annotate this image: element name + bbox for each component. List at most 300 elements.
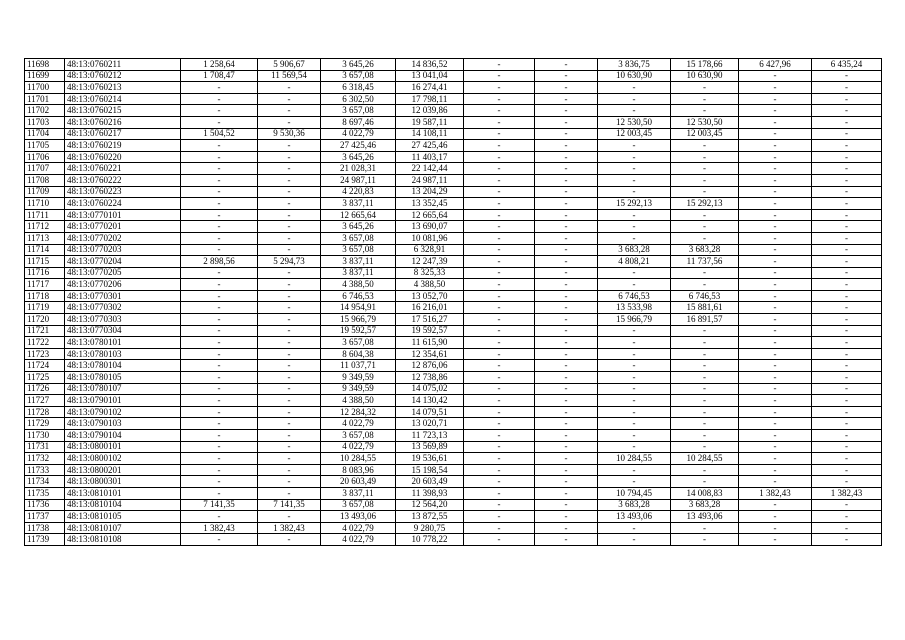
value-cell: - (181, 430, 258, 442)
value-cell: - (535, 406, 598, 418)
table-row (25, 198, 882, 210)
value-cell: - (535, 395, 598, 407)
value-cell: - (812, 209, 882, 221)
value-cell: - (464, 256, 535, 268)
value-cell: - (671, 163, 739, 175)
value-cell: 14 008,83 (671, 487, 739, 499)
table-row (25, 186, 882, 198)
table-row (25, 302, 882, 314)
value-cell: - (671, 140, 739, 152)
cadastral-number-cell: 48:13:0790103 (65, 418, 181, 430)
value-cell: - (812, 163, 882, 175)
value-cell: 24 987,11 (396, 174, 464, 186)
value-cell: - (464, 522, 535, 534)
value-cell: - (739, 128, 812, 140)
value-cell: 6 435,24 (812, 59, 882, 71)
value-cell: - (464, 232, 535, 244)
row-number-cell: 11723 (25, 348, 65, 360)
value-cell: 4 022,79 (321, 534, 396, 546)
value-cell: - (535, 221, 598, 233)
value-cell: - (598, 372, 671, 384)
value-cell: - (258, 348, 321, 360)
value-cell: - (739, 174, 812, 186)
cadastral-number-cell: 48:13:0800102 (65, 453, 181, 465)
value-cell: - (739, 82, 812, 94)
value-cell: 4 388,50 (321, 279, 396, 291)
value-cell: - (181, 93, 258, 105)
cadastral-number-cell: 48:13:0810104 (65, 499, 181, 511)
cadastral-number-cell: 48:13:0770203 (65, 244, 181, 256)
value-cell: 3 683,28 (671, 244, 739, 256)
value-cell: - (181, 82, 258, 94)
table-row (25, 209, 882, 221)
value-cell: - (464, 441, 535, 453)
value-cell: - (464, 221, 535, 233)
value-cell: 1 382,43 (181, 522, 258, 534)
value-cell: 11 398,93 (396, 487, 464, 499)
value-cell: 3 837,11 (321, 198, 396, 210)
value-cell: 24 987,11 (321, 174, 396, 186)
value-cell: 11 615,90 (396, 337, 464, 349)
table-row (25, 59, 882, 71)
cadastral-number-cell: 48:13:0760221 (65, 163, 181, 175)
value-cell: - (812, 174, 882, 186)
value-cell: 11 037,71 (321, 360, 396, 372)
value-cell: - (464, 314, 535, 326)
value-cell: 6 746,53 (598, 290, 671, 302)
value-cell: - (812, 186, 882, 198)
value-cell: - (258, 302, 321, 314)
value-cell: 5 294,73 (258, 256, 321, 268)
value-cell: - (535, 372, 598, 384)
value-cell: - (812, 279, 882, 291)
value-cell: 10 630,90 (671, 70, 739, 82)
value-cell: 3 657,08 (321, 70, 396, 82)
cadastral-number-cell: 48:13:0760224 (65, 198, 181, 210)
row-number-cell: 11713 (25, 232, 65, 244)
value-cell: - (535, 464, 598, 476)
value-cell: 11 403,17 (396, 151, 464, 163)
value-cell: - (671, 151, 739, 163)
value-cell: - (739, 209, 812, 221)
row-number-cell: 11700 (25, 82, 65, 94)
cadastral-number-cell: 48:13:0800301 (65, 476, 181, 488)
cadastral-number-cell: 48:13:0770201 (65, 221, 181, 233)
value-cell: - (464, 302, 535, 314)
value-cell: 3 683,28 (598, 244, 671, 256)
value-cell: - (739, 441, 812, 453)
value-cell: 15 881,61 (671, 302, 739, 314)
cadastral-number-cell: 48:13:0760222 (65, 174, 181, 186)
value-cell: - (739, 70, 812, 82)
row-number-cell: 11702 (25, 105, 65, 117)
value-cell: - (812, 128, 882, 140)
value-cell: - (258, 151, 321, 163)
row-number-cell: 11706 (25, 151, 65, 163)
table-row (25, 290, 882, 302)
cadastral-number-cell: 48:13:0780101 (65, 337, 181, 349)
value-cell: - (812, 499, 882, 511)
value-cell: - (739, 232, 812, 244)
value-cell: 3 837,11 (321, 267, 396, 279)
value-cell: - (671, 430, 739, 442)
value-cell: 1 382,43 (739, 487, 812, 499)
value-cell: - (258, 163, 321, 175)
cadastral-number-cell: 48:13:0790101 (65, 395, 181, 407)
value-cell: - (535, 116, 598, 128)
value-cell: - (181, 232, 258, 244)
value-cell: - (464, 395, 535, 407)
value-cell: - (812, 70, 882, 82)
row-number-cell: 11719 (25, 302, 65, 314)
value-cell: - (258, 534, 321, 546)
value-cell: - (812, 406, 882, 418)
table-row (25, 151, 882, 163)
cadastral-number-cell: 48:13:0790104 (65, 430, 181, 442)
cadastral-number-cell: 48:13:0770204 (65, 256, 181, 268)
row-number-cell: 11707 (25, 163, 65, 175)
value-cell: - (671, 82, 739, 94)
value-cell: 17 798,11 (396, 93, 464, 105)
table-row (25, 174, 882, 186)
value-cell: - (258, 418, 321, 430)
value-cell: - (739, 198, 812, 210)
row-number-cell: 11736 (25, 499, 65, 511)
value-cell: - (812, 93, 882, 105)
value-cell: 15 198,54 (396, 464, 464, 476)
value-cell: 3 836,75 (598, 59, 671, 71)
table-row (25, 499, 882, 511)
value-cell: - (739, 383, 812, 395)
row-number-cell: 11704 (25, 128, 65, 140)
value-cell: - (258, 209, 321, 221)
value-cell: - (739, 522, 812, 534)
value-cell: - (258, 116, 321, 128)
value-cell: - (464, 70, 535, 82)
value-cell: - (598, 151, 671, 163)
value-cell: - (535, 244, 598, 256)
value-cell: - (464, 383, 535, 395)
value-cell: 3 683,28 (598, 499, 671, 511)
table-row (25, 163, 882, 175)
value-cell: - (671, 232, 739, 244)
value-cell: 14 130,42 (396, 395, 464, 407)
value-cell: - (181, 372, 258, 384)
value-cell: - (812, 267, 882, 279)
value-cell: - (598, 441, 671, 453)
value-cell: - (258, 93, 321, 105)
value-cell: - (812, 522, 882, 534)
row-number-cell: 11701 (25, 93, 65, 105)
value-cell: 10 284,55 (321, 453, 396, 465)
value-cell: 12 247,39 (396, 256, 464, 268)
value-cell: 1 258,64 (181, 59, 258, 71)
table-row (25, 476, 882, 488)
value-cell: 3 837,11 (321, 487, 396, 499)
value-cell: - (598, 395, 671, 407)
table-row (25, 395, 882, 407)
value-cell: - (671, 522, 739, 534)
value-cell: - (671, 105, 739, 117)
value-cell: 5 906,67 (258, 59, 321, 71)
value-cell: - (181, 534, 258, 546)
value-cell: - (739, 290, 812, 302)
table-row (25, 244, 882, 256)
value-cell: - (812, 198, 882, 210)
value-cell: 12 003,45 (598, 128, 671, 140)
value-cell: 13 204,29 (396, 186, 464, 198)
table-row (25, 348, 882, 360)
value-cell: 27 425,46 (321, 140, 396, 152)
value-cell: - (812, 116, 882, 128)
value-cell: - (464, 93, 535, 105)
value-cell: - (739, 93, 812, 105)
value-cell: - (464, 487, 535, 499)
value-cell: - (464, 534, 535, 546)
value-cell: 6 746,53 (321, 290, 396, 302)
value-cell: - (258, 476, 321, 488)
table-row (25, 453, 882, 465)
value-cell: - (181, 441, 258, 453)
table-row (25, 232, 882, 244)
value-cell: - (464, 511, 535, 523)
value-cell: - (598, 430, 671, 442)
value-cell: - (598, 325, 671, 337)
value-cell: 19 592,57 (321, 325, 396, 337)
value-cell: - (598, 360, 671, 372)
value-cell: - (181, 186, 258, 198)
value-cell: - (535, 279, 598, 291)
value-cell: - (535, 151, 598, 163)
row-number-cell: 11726 (25, 383, 65, 395)
value-cell: 3 657,08 (321, 105, 396, 117)
value-cell: 19 592,57 (396, 325, 464, 337)
value-cell: - (739, 279, 812, 291)
value-cell: 19 536,61 (396, 453, 464, 465)
row-number-cell: 11709 (25, 186, 65, 198)
table-row (25, 487, 882, 499)
value-cell: - (812, 140, 882, 152)
value-cell: - (812, 360, 882, 372)
value-cell: 9 280,75 (396, 522, 464, 534)
value-cell: 4 022,79 (321, 522, 396, 534)
row-number-cell: 11712 (25, 221, 65, 233)
value-cell: 10 081,96 (396, 232, 464, 244)
value-cell: 6 318,45 (321, 82, 396, 94)
value-cell: - (812, 337, 882, 349)
value-cell: - (535, 70, 598, 82)
value-cell: - (739, 105, 812, 117)
value-cell: - (598, 186, 671, 198)
value-cell: 3 657,08 (321, 499, 396, 511)
value-cell: - (812, 441, 882, 453)
value-cell: 6 328,91 (396, 244, 464, 256)
value-cell: - (464, 290, 535, 302)
cadastral-number-cell: 48:13:0800101 (65, 441, 181, 453)
value-cell: 22 142,44 (396, 163, 464, 175)
cadastral-number-cell: 48:13:0760219 (65, 140, 181, 152)
value-cell: - (181, 290, 258, 302)
value-cell: - (181, 163, 258, 175)
row-number-cell: 11735 (25, 487, 65, 499)
cadastral-number-cell: 48:13:0760214 (65, 93, 181, 105)
value-cell: 8 083,96 (321, 464, 396, 476)
value-cell: 4 220,83 (321, 186, 396, 198)
value-cell: - (598, 232, 671, 244)
value-cell: - (464, 140, 535, 152)
value-cell: - (671, 186, 739, 198)
value-cell: - (181, 174, 258, 186)
cadastral-number-cell: 48:13:0770202 (65, 232, 181, 244)
value-cell: - (739, 372, 812, 384)
value-cell: 3 645,26 (321, 59, 396, 71)
table-row (25, 256, 882, 268)
value-cell: - (258, 395, 321, 407)
value-cell: - (535, 314, 598, 326)
cadastral-number-cell: 48:13:0770205 (65, 267, 181, 279)
value-cell: 16 891,57 (671, 314, 739, 326)
value-cell: - (598, 348, 671, 360)
value-cell: - (739, 186, 812, 198)
value-cell: - (464, 209, 535, 221)
value-cell: - (598, 140, 671, 152)
value-cell: - (181, 198, 258, 210)
value-cell: - (535, 198, 598, 210)
table-row (25, 522, 882, 534)
value-cell: - (598, 476, 671, 488)
value-cell: 13 041,04 (396, 70, 464, 82)
row-number-cell: 11732 (25, 453, 65, 465)
cadastral-number-cell: 48:13:0800201 (65, 464, 181, 476)
cadastral-number-cell: 48:13:0760213 (65, 82, 181, 94)
value-cell: - (535, 418, 598, 430)
table-body (25, 59, 882, 546)
row-number-cell: 11716 (25, 267, 65, 279)
value-cell: - (258, 198, 321, 210)
value-cell: - (739, 406, 812, 418)
value-cell: - (258, 511, 321, 523)
value-cell: - (464, 151, 535, 163)
value-cell: 19 587,11 (396, 116, 464, 128)
row-number-cell: 11733 (25, 464, 65, 476)
value-cell: - (739, 418, 812, 430)
row-number-cell: 11721 (25, 325, 65, 337)
value-cell: - (464, 464, 535, 476)
value-cell: - (464, 337, 535, 349)
row-number-cell: 11729 (25, 418, 65, 430)
value-cell: - (258, 232, 321, 244)
value-cell: - (181, 453, 258, 465)
cadastral-number-cell: 48:13:0770206 (65, 279, 181, 291)
row-number-cell: 11708 (25, 174, 65, 186)
value-cell: 1 382,43 (258, 522, 321, 534)
cadastral-number-cell: 48:13:0760215 (65, 105, 181, 117)
value-cell: - (598, 221, 671, 233)
row-number-cell: 11727 (25, 395, 65, 407)
value-cell: - (739, 163, 812, 175)
value-cell: 4 808,21 (598, 256, 671, 268)
table-row (25, 116, 882, 128)
value-cell: - (598, 406, 671, 418)
value-cell: - (181, 383, 258, 395)
value-cell: - (181, 314, 258, 326)
value-cell: - (181, 267, 258, 279)
table-row (25, 418, 882, 430)
value-cell: 3 657,08 (321, 232, 396, 244)
value-cell: 13 493,06 (671, 511, 739, 523)
value-cell: - (181, 116, 258, 128)
value-cell: - (739, 476, 812, 488)
value-cell: 6 302,50 (321, 93, 396, 105)
cadastral-number-cell: 48:13:0810108 (65, 534, 181, 546)
value-cell: - (671, 267, 739, 279)
value-cell: - (598, 267, 671, 279)
value-cell: 13 533,98 (598, 302, 671, 314)
value-cell: - (258, 186, 321, 198)
value-cell: - (671, 372, 739, 384)
value-cell: - (181, 325, 258, 337)
value-cell: 4 388,50 (396, 279, 464, 291)
value-cell: 7 141,35 (258, 499, 321, 511)
table-row (25, 93, 882, 105)
value-cell: - (535, 360, 598, 372)
value-cell: - (181, 464, 258, 476)
value-cell: - (739, 348, 812, 360)
value-cell: - (258, 383, 321, 395)
value-cell: - (739, 267, 812, 279)
value-cell: 13 690,07 (396, 221, 464, 233)
value-cell: - (535, 476, 598, 488)
value-cell: - (464, 499, 535, 511)
value-cell: - (535, 232, 598, 244)
value-cell: - (464, 430, 535, 442)
value-cell: 20 603,49 (396, 476, 464, 488)
value-cell: - (464, 418, 535, 430)
value-cell: - (535, 441, 598, 453)
value-cell: - (181, 476, 258, 488)
value-cell: - (812, 244, 882, 256)
cadastral-number-cell: 48:13:0780107 (65, 383, 181, 395)
value-cell: - (535, 337, 598, 349)
value-cell: 14 954,91 (321, 302, 396, 314)
value-cell: - (258, 105, 321, 117)
row-number-cell: 11734 (25, 476, 65, 488)
value-cell: - (739, 511, 812, 523)
value-cell: - (739, 116, 812, 128)
value-cell: - (812, 221, 882, 233)
value-cell: - (464, 325, 535, 337)
value-cell: - (739, 395, 812, 407)
value-cell: 15 292,13 (598, 198, 671, 210)
value-cell: - (812, 476, 882, 488)
value-cell: - (464, 174, 535, 186)
value-cell: 8 604,38 (321, 348, 396, 360)
value-cell: 13 493,06 (321, 511, 396, 523)
value-cell: 12 039,86 (396, 105, 464, 117)
value-cell: - (739, 314, 812, 326)
row-number-cell: 11739 (25, 534, 65, 546)
cadastral-number-cell: 48:13:0780105 (65, 372, 181, 384)
value-cell: - (535, 325, 598, 337)
cadastral-number-cell: 48:13:0760211 (65, 59, 181, 71)
table-row (25, 383, 882, 395)
value-cell: - (535, 499, 598, 511)
value-cell: - (258, 406, 321, 418)
row-number-cell: 11714 (25, 244, 65, 256)
value-cell: 13 569,89 (396, 441, 464, 453)
table-row (25, 128, 882, 140)
table-row (25, 70, 882, 82)
